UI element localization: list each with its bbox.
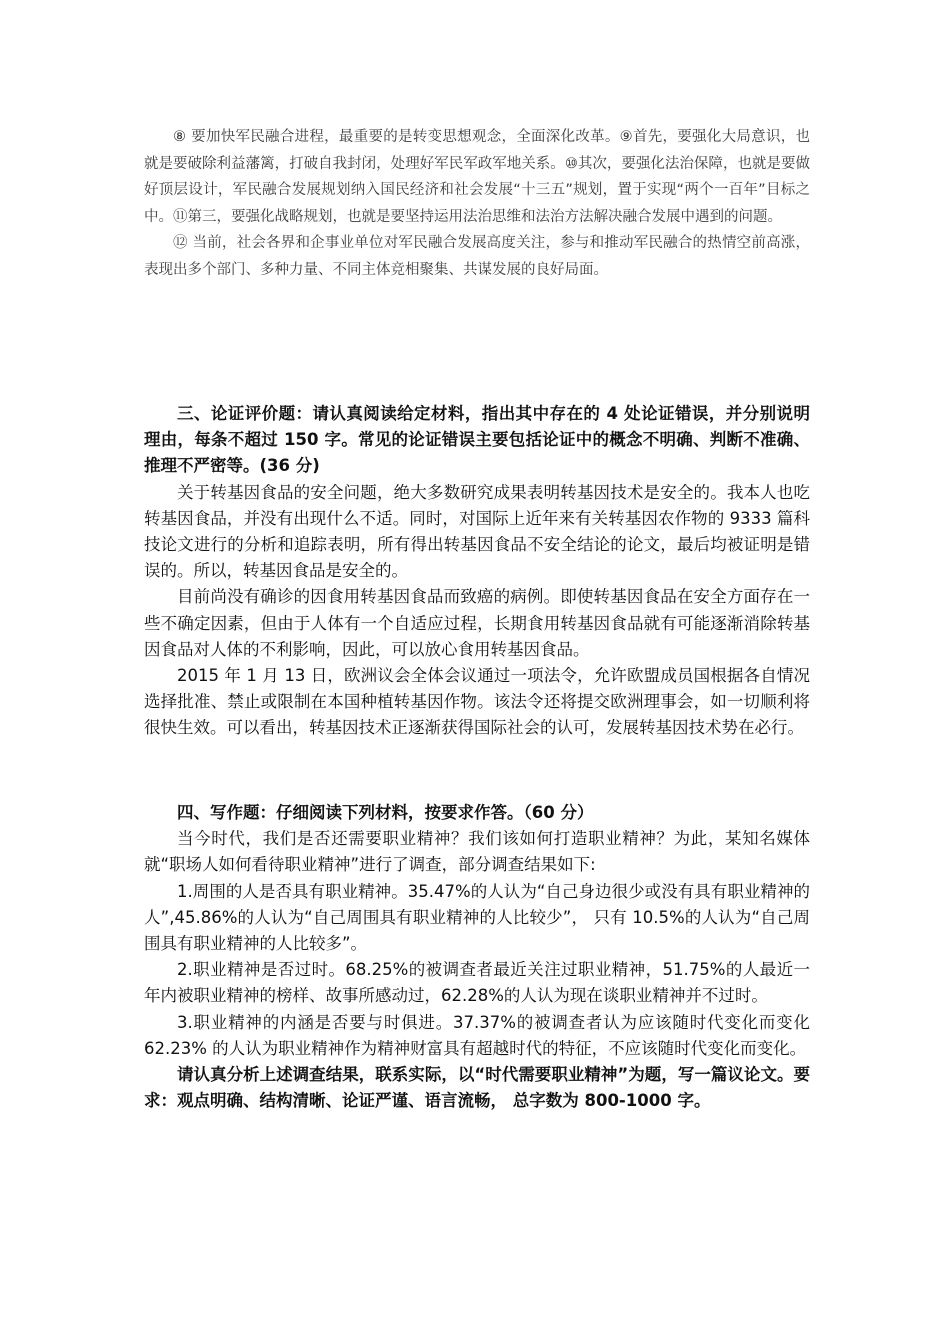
paragraph-12: ⑫ 当前，社会各界和企事业单位对军民融合发展高度关注，参与和推动军民融合的热情空前高涨，表现出多个部门、多种力量、不同主体竞相聚集、共谋发展的良好局面。: [144, 235, 810, 278]
section-4-paragraph: 当今时代，我们是否还需要职业精神？我们该如何打造职业精神？为此，某知名媒体就“职场人如何看待职业精神”进行了调查，部分调查结果如下:: [144, 829, 810, 875]
paragraph-8-11: ⑧ 要加快军民融合进程，最重要的是转变思想观念，全面深化改革。⑨首先，要强化大局意识，也就是要破除利益藩篱，打破自我封闭，处理好军民军政军地关系。⑩其次，要强化法治保障，也就是要做好顶层设计，军民融合发展规划纳入国民经济和社会发展“十三五”规划，置于实现“两个一百年”目标之中。⑪第三，要强化战略规划，也就是要坚持运用法治思维和法治方法解决融合发展中遇到的问题。: [144, 129, 810, 225]
section-writing: [144, 800, 810, 1114]
section-4-requirement: 请认真分析上述调查结果，联系实际，以“时代需要职业精神”为题，写一篇议论文。要求：观点明确、结构清晰、论证严谨、语言流畅， 总字数为 800-1000 字。: [144, 1065, 810, 1111]
section-argument-evaluation: [144, 401, 810, 742]
section-3-paragraph: 2015 年 1 月 13 日，欧洲议会全体会议通过一项法令，允许欧盟成员国根据各自情况选择批准、禁止或限制在本国种植转基因作物。该法令还将提交欧洲理事会，如一切顺利将很快生效。可以看出，转基因技术正逐渐获得国际社会的认可，发展转基因技术势在必行。: [144, 666, 810, 738]
section-4-heading: 四、写作题：仔细阅读下列材料，按要求作答。（60 分）: [177, 803, 594, 822]
section-4-paragraph: 1.周围的人是否具有职业精神。35.47%的人认为“自己身边很少或没有具有职业精神的人”,45.86%的人认为“自己周围具有职业精神的人比较少”， 只有 10.5%的人认为“自己周围具有职业精神的人比较多”。: [144, 881, 810, 954]
top-paragraphs: [144, 124, 810, 283]
section-3-paragraph: 关于转基因食品的安全问题，绝大多数研究成果表明转基因技术是安全的。我本人也吃转基因食品，并没有出现什么不适。同时，对国际上近年来有关转基因农作物的 9333 篇科技论文进行的分析和追踪表明，所有得出转基因食品不安全结论的论文，最后均被证明是错误的。所以，转基因食品是安全的。: [144, 482, 810, 581]
section-4-paragraph: 2.职业精神是否过时。68.25%的被调查者最近关注过职业精神，51.75%的人最近一年内被职业精神的榜样、故事所感动过，62.28%的人认为现在谈职业精神并不过时。: [144, 960, 810, 1006]
section-3-heading: 三、论证评价题：请认真阅读给定材料，指出其中存在的 4 处论证错误，并分别说明理由，每条不超过 150 字。常见的论证错误主要包括论证中的概念不明确、判断不准确、推理不严密等。(36 分): [144, 404, 810, 476]
section-3-paragraph: 目前尚没有确诊的因食用转基因食品而致癌的病例。即使转基因食品在安全方面存在一些不确定因素，但由于人体有一个自适应过程，长期食用转基因食品就有可能逐渐消除转基因食品对人体的不利影响，因此，可以放心食用转基因食品。: [144, 587, 810, 659]
section-4-paragraph: 3.职业精神的内涵是否要与时俱进。37.37%的被调查者认为应该随时代变化而变化 62.23% 的人认为职业精神作为精神财富具有超越时代的特征，不应该随时代变化而变化。: [144, 1012, 810, 1058]
